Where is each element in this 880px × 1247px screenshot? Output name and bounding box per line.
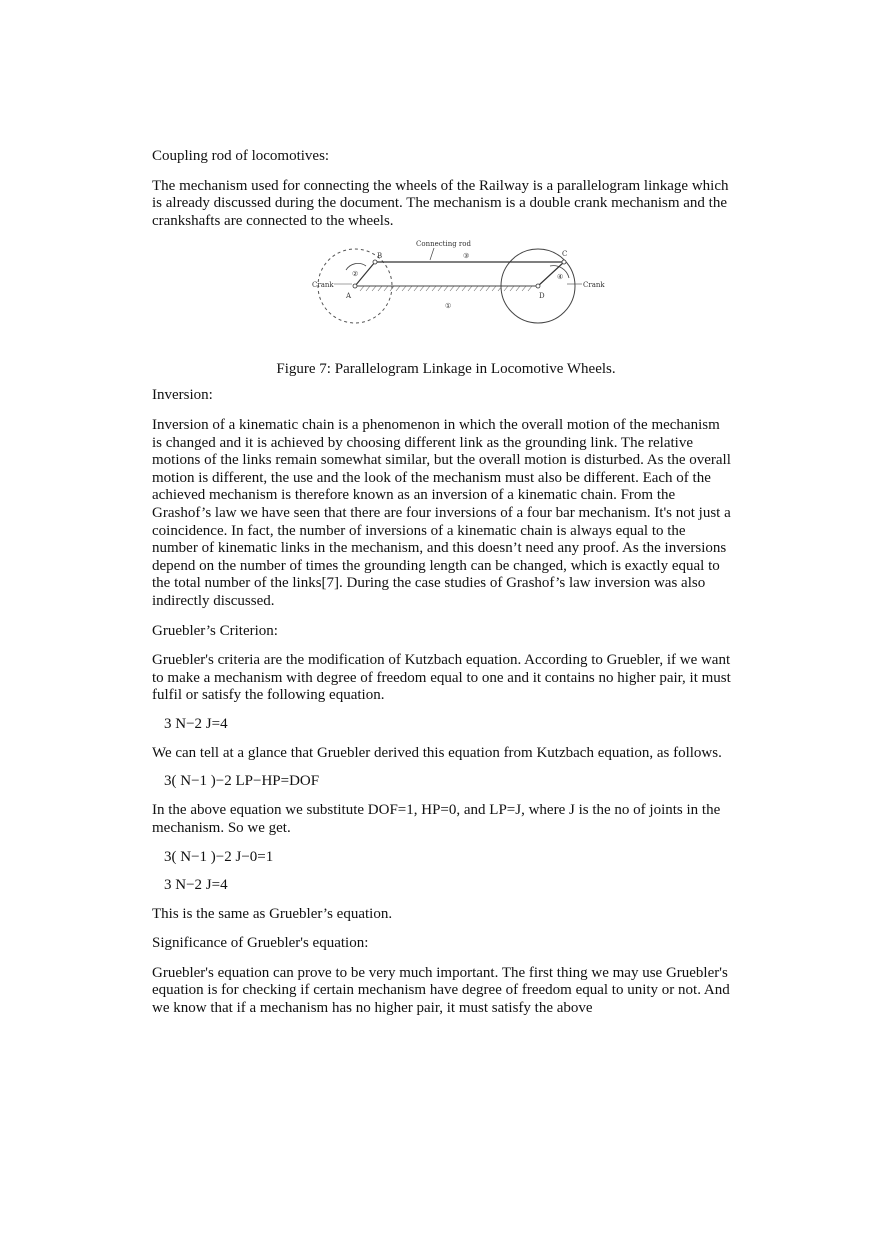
linkage-diagram	[312, 236, 622, 346]
pivot-a	[353, 284, 357, 288]
document-page	[152, 148, 732, 1018]
heading-significance: Significance of Gruebler's equation:	[152, 935, 369, 952]
label-a: A	[346, 292, 352, 301]
figure-parallelogram-linkage	[152, 236, 732, 346]
label-link-3: ③	[463, 252, 470, 261]
equation-2: 3( N−1 )−2 LP−HP=DOF	[164, 773, 320, 790]
left-rotation-arrow	[346, 264, 366, 271]
label-b: B	[377, 252, 383, 261]
label-link-4: ④	[557, 273, 564, 282]
equation-1: 3 N−2 J=4	[164, 715, 228, 732]
paragraph-coupling-rod: The mechanism used for connecting the wheels of the Railway is a parallelogram linkage which is already discussed during the document. The mechanism is a double crank mechanism and the crankshafts are connected to the wheels.	[152, 177, 729, 229]
heading-inversion: Inversion:	[152, 387, 213, 404]
label-connecting-rod: Connecting rod	[416, 240, 471, 249]
label-link-2: ②	[352, 270, 359, 279]
pivot-d	[536, 284, 540, 288]
equation-3: 3( N−1 )−2 J−0=1	[164, 848, 274, 865]
pivot-b	[373, 260, 377, 264]
heading-gruebler-criterion: Gruebler’s Criterion:	[152, 622, 278, 639]
label-crank-left: Crank	[312, 281, 334, 290]
paragraph-significance: Gruebler's equation can prove to be very much important. The first thing we may use Gruebler's equation is for checking if certain mechanism have degree of freedom equal to unity or not. And we know that if a mechanism has no higher pair, it must satisfy the above	[152, 964, 730, 1017]
paragraph-inversion: Inversion of a kinematic chain is a phenomenon in which the overall motion of the mechanism is changed and it is achieved by choosing different link as the grounding link. The relative motions of the links remain somewhat similar, but the overall motion is disturbed. As the overall motion is different, the use and the look of the mechanism must also be different. Each of the achieved mechanism is therefore known as an inversion of a kinematic chain. From the Grashof’s law we have seen that there are four inversions of a four bar mechanism. It's not just a coincidence. In fact, the number of inversions of a kinematic chain is always equal to the number of kinematic links in the mechanism, and this doesn’t need any proof. As the inversions depend on the number of times the grounding length can be changed, which is exactly equal to the total number of the links[7]. During the case studies of Grashof’s law inversion was also indirectly discussed.	[152, 416, 731, 609]
label-d: D	[539, 292, 545, 301]
paragraph-same-equation: This is the same as Gruebler’s equation.	[152, 905, 393, 922]
paragraph-substitute: In the above equation we substitute DOF=1, HP=0, and LP=J, where J is the no of joints in the mechanism. So we get.	[152, 802, 721, 837]
ground-hatching	[360, 286, 532, 291]
equation-4: 3 N−2 J=4	[164, 876, 228, 893]
label-link-1: ①	[445, 302, 452, 311]
paragraph-gruebler: Gruebler's criteria are the modification of Kutzbach equation. According to Gruebler, if we want to make a mechanism with degree of freedom equal to one and it contains no higher pair, it must fulfil or satisfy the following equation.	[152, 652, 731, 704]
label-crank-right: Crank	[583, 281, 605, 290]
pivot-c	[562, 260, 566, 264]
connecting-rod-leader	[430, 248, 434, 260]
paragraph-glance: We can tell at a glance that Gruebler derived this equation from Kutzbach equation, as follows.	[152, 744, 722, 761]
heading-coupling-rod: Coupling rod of locomotives:	[152, 148, 330, 164]
label-c: C	[562, 250, 568, 259]
figure-caption: Figure 7: Parallelogram Linkage in Locomotive Wheels.	[276, 361, 616, 378]
